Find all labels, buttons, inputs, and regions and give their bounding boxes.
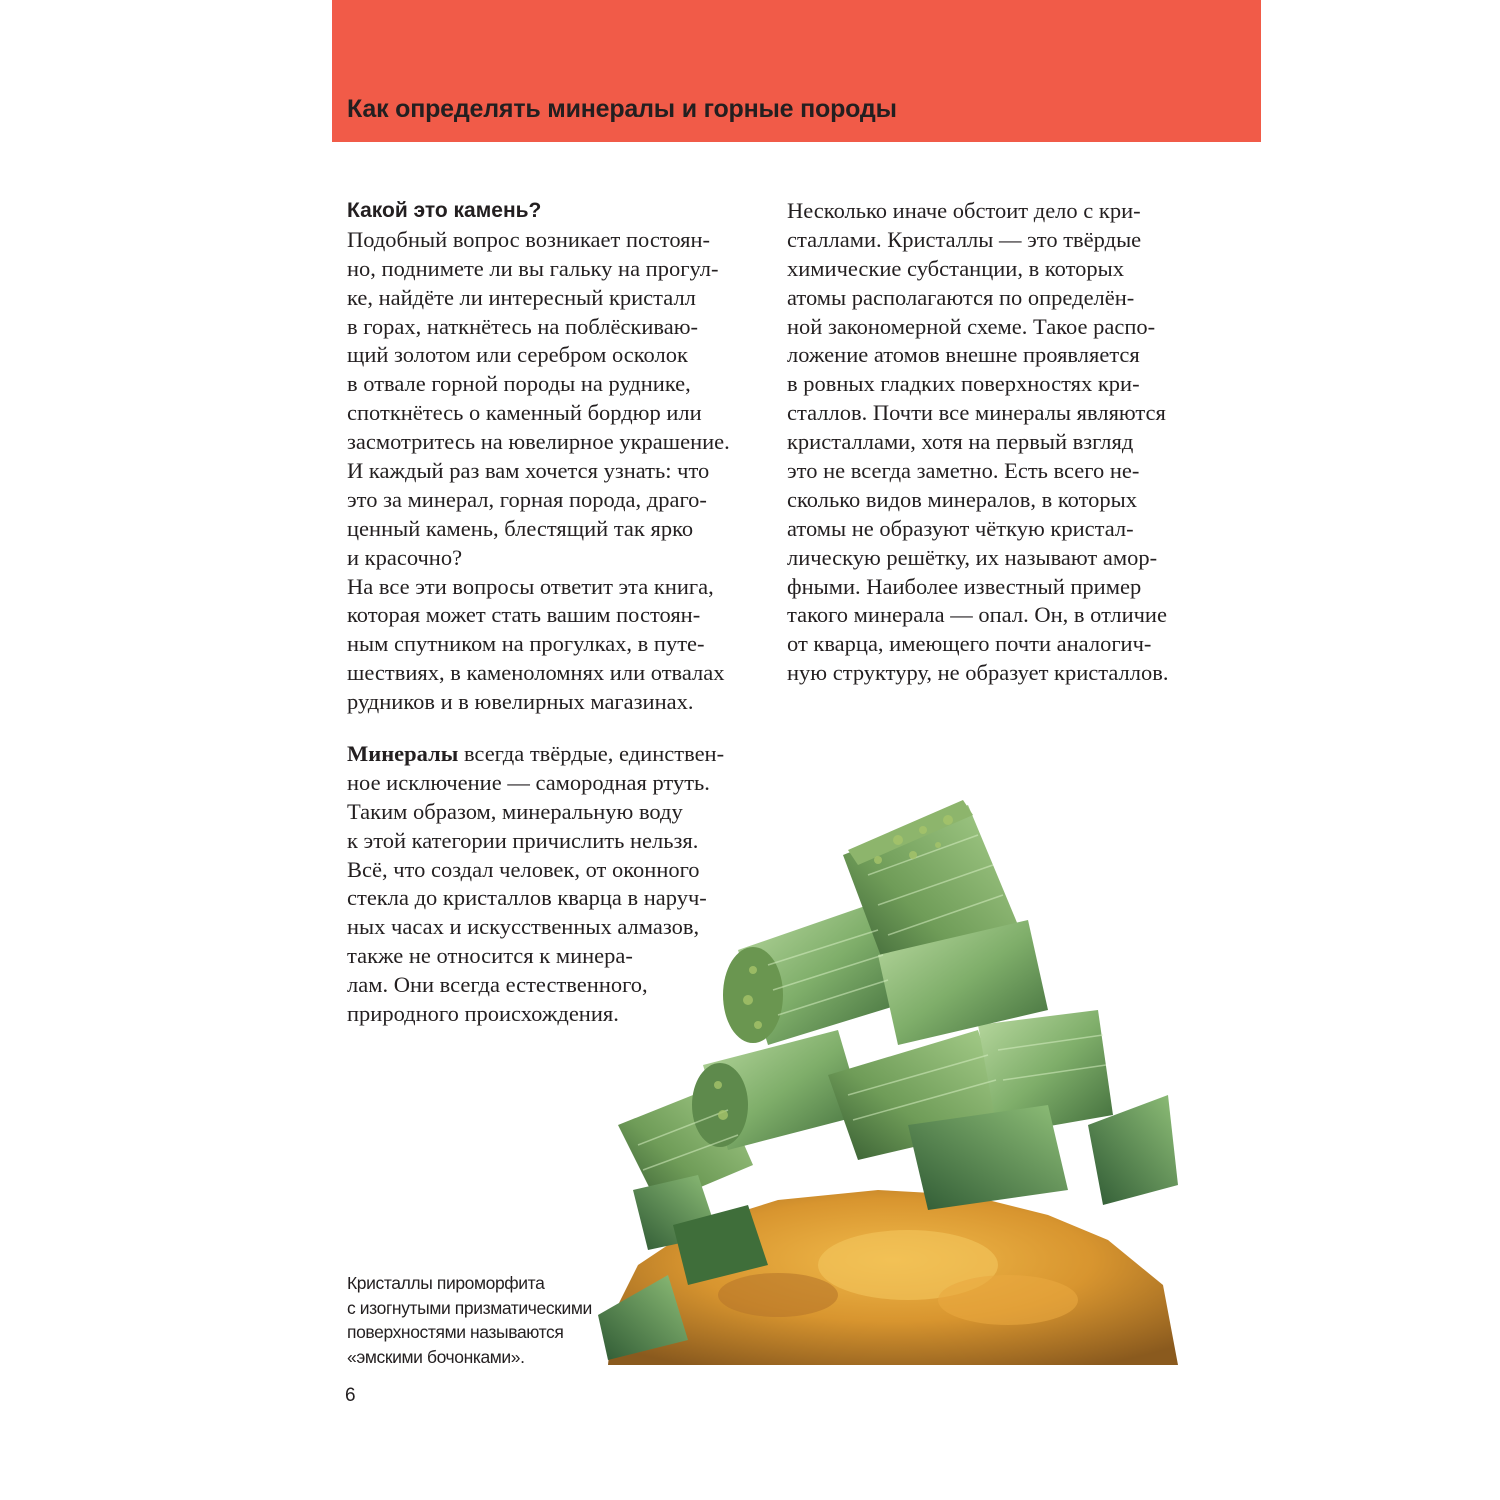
paragraph-line: Таким образом, минеральную воду: [347, 798, 683, 824]
paragraph-line: это за минерал, горная порода, драго-: [347, 486, 707, 512]
paragraph-line: фными. Наиболее известный пример: [787, 573, 1142, 599]
caption-line: поверхностями называются: [347, 1322, 564, 1342]
paragraph-line: к этой категории причислить нельзя.: [347, 827, 699, 853]
paragraph-line: в горах, наткнётесь на поблёскиваю-: [347, 313, 699, 339]
paragraph-line: сталлами. Кристаллы — это твёрдые: [787, 226, 1142, 252]
paragraph-line: химические субстанции, в которых: [787, 255, 1124, 281]
paragraph-line: стекла до кристаллов кварца в наруч-: [347, 885, 707, 911]
paragraph-line: [347, 740, 724, 769]
paragraph-line: сколько видов минералов, в которых: [787, 486, 1137, 512]
paragraph-line: от кварца, имеющего почти аналогич-: [787, 631, 1152, 657]
paragraph-line: атомы располагаются по определён-: [787, 284, 1135, 310]
paragraph-line: атомы не образуют чёткую кристал-: [787, 515, 1134, 541]
paragraph-line: природного происхождения.: [347, 1001, 619, 1027]
paragraph-line: ное исключение — самородная ртуть.: [347, 769, 710, 795]
minerals-first-line: всегда твёрдые, единствен-: [458, 741, 725, 766]
minerals-lead-term: Минералы: [347, 741, 459, 766]
paragraph-line: ным спутником на прогулках, в путе-: [347, 631, 705, 657]
paragraph-line: И каждый раз вам хочется узнать: что: [347, 458, 710, 484]
paragraph-line: это не всегда заметно. Есть всего не-: [787, 458, 1140, 484]
paragraph-line: также не относится к минера-: [347, 943, 633, 969]
paragraph-line: ную структуру, не образует кристаллов.: [787, 660, 1169, 686]
paragraph-line: споткнётесь о каменный бордюр или: [347, 400, 702, 426]
header-band: [332, 0, 1261, 142]
paragraph-line: ложение атомов внешне проявляется: [787, 342, 1140, 368]
page-number: 6: [345, 1385, 356, 1406]
paragraph-line: На все эти вопросы ответит эта книга,: [347, 573, 714, 599]
crystals-column: [787, 197, 1169, 688]
paragraph-line: ценный камень, блестящий так ярко: [347, 515, 694, 541]
paragraph-line: щий золотом или серебром осколок: [347, 342, 688, 368]
paragraph-line: лам. Они всегда естественного,: [347, 972, 648, 998]
paragraph-line: лическую решётку, их называют амор-: [787, 544, 1158, 570]
pyromorphite-crystals-photo: [578, 795, 1183, 1370]
paragraph-line: шествиях, в каменоломнях или отвалах: [347, 660, 725, 686]
caption-line: «эмскими бочонками».: [347, 1346, 525, 1367]
caption-line: Кристаллы пироморфита: [347, 1273, 545, 1293]
paragraph-line: такого минерала — опал. Он, в отличие: [787, 602, 1167, 628]
photo-caption: [347, 1271, 592, 1369]
section-subheading: Какой это камень?: [347, 199, 542, 222]
paragraph-line: Всё, что создал человек, от оконного: [347, 856, 700, 882]
paragraph-line: Несколько иначе обстоит дело с кри-: [787, 198, 1141, 223]
paragraph-line: ных часах и искусственных алмазов,: [347, 914, 700, 940]
paragraph-line: рудников и в ювелирных магазинах.: [347, 689, 694, 715]
paragraph-line: засмотритесь на ювелирное украшение.: [347, 429, 730, 455]
paragraph-line: в ровных гладких поверхностях кри-: [787, 371, 1140, 397]
paragraph-line: сталлов. Почти все минералы являются: [787, 400, 1166, 426]
paragraph-line: которая может стать вашим постоян-: [347, 602, 701, 628]
paragraph-line: и красочно?: [347, 544, 463, 570]
paragraph-line: ке, найдёте ли интересный кристалл: [347, 284, 696, 310]
paragraph-line: но, поднимете ли вы гальку на прогул-: [347, 255, 719, 281]
paragraph-line: кристаллами, хотя на первый взгляд: [787, 429, 1134, 455]
caption-line: с изогнутыми призматическими: [347, 1297, 592, 1318]
paragraph-line: ной закономерной схеме. Такое распо-: [787, 313, 1156, 339]
paragraph-line: Подобный вопрос возникает постоян-: [347, 226, 711, 252]
page-title: Как определять минералы и горные породы: [347, 95, 897, 123]
paragraph-line: в отвале горной породы на руднике,: [347, 371, 691, 397]
intro-column: [347, 197, 730, 717]
